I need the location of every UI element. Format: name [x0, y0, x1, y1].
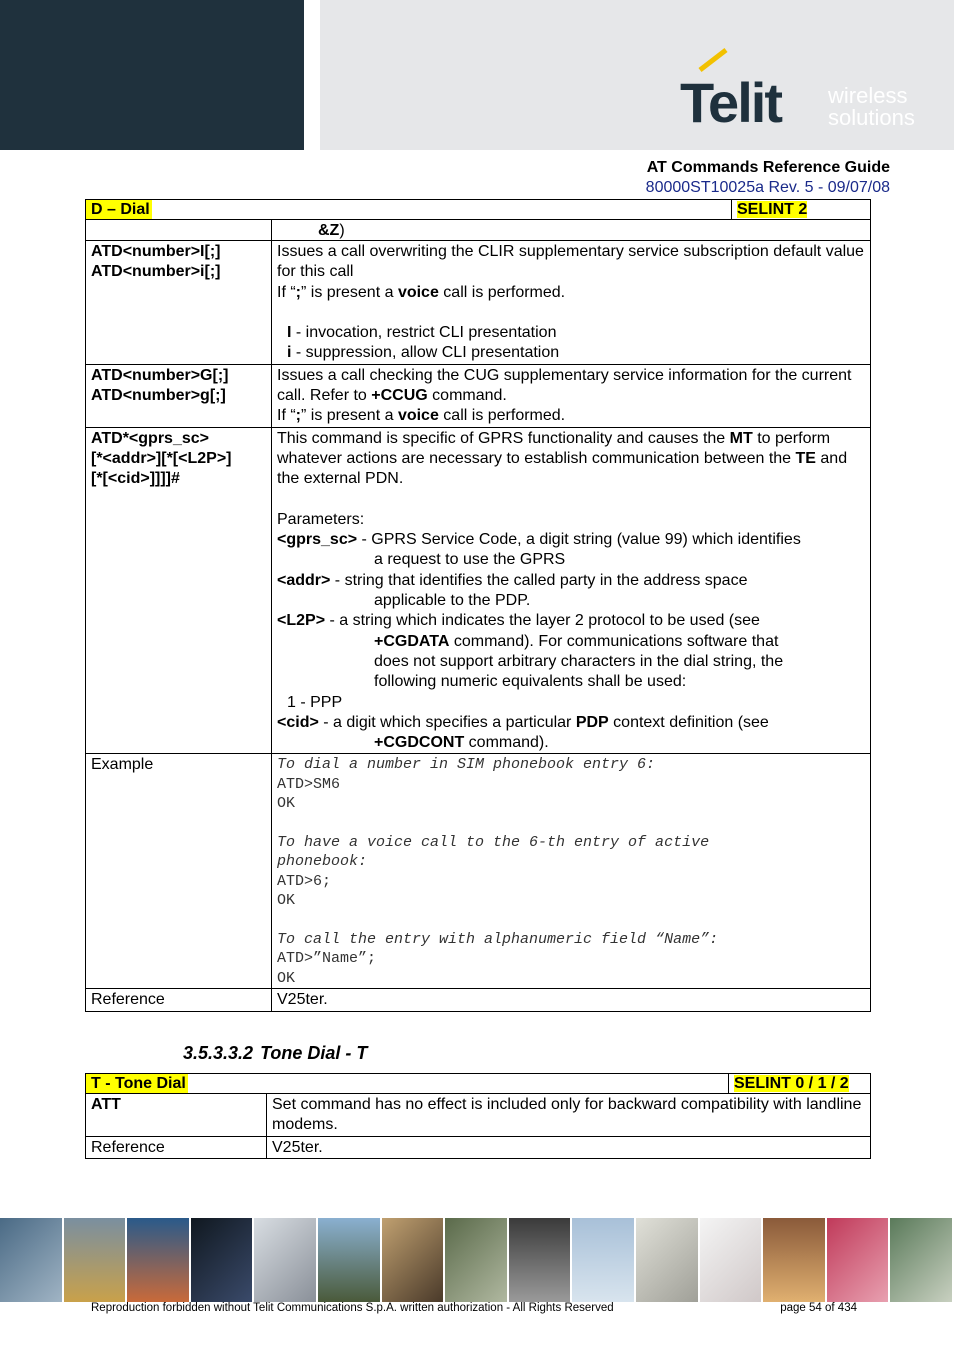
logo-tagline-1: wireless: [828, 83, 908, 108]
section-number: 3.5.3.3.2: [183, 1043, 254, 1063]
document-title-block: [646, 158, 890, 198]
table-row-gprs: ATD*<gprs_sc> [*<addr>][*[<L2P>] [*[<cid>]]]]# This command is specific of GPRS functionality and causes the MT to perform whatever actions are necessary to establish communication between the TE and the external PDN. Parameters: <gprs_sc> - GPRS Service Code, a digit string (value 99) which identifies a request to use the GPRS <addr> - string that identifies the called party in the address space applicable to the PDP. <L2P> - a string which indicates the layer 2 protocol to be used (see +CGDATA command). For communications software that does not support arbitrary characters in the dial string, the following numeric equivalents shall be used: 1 - PPP <cid> - a digit which specifies a particular PDP context definition (see +CGDCONT command).: [86, 427, 871, 754]
tone-dial-table: [85, 1073, 871, 1159]
table-row-cug: ATD<number>G[;] ATD<number>g[;] Issues a call checking the CUG supplementary service information for the current call. Refer to +CCUG command. If “;” is present a voice call is performed.: [86, 364, 871, 427]
page-number: page 54 of 434: [780, 1302, 857, 1314]
footer-photo-strip: [0, 1218, 954, 1302]
table-title: T - Tone Dial: [86, 1074, 188, 1093]
telit-logo: [680, 48, 930, 128]
table-title-row: [86, 200, 871, 220]
command-name: ATT: [91, 1096, 121, 1113]
table-row-clir: ATD<number>I[;] ATD<number>i[;] Issues a call overwriting the CLIR supplementary service subscription default value for this call If “;” is present a voice call is performed. I - invocation, restrict CLI presentation i - suppression, allow CLI presentation: [86, 241, 871, 365]
table-row-reference: Reference V25ter.: [86, 989, 871, 1011]
command-name: ATD<number>g[;]: [91, 387, 226, 405]
header-dark-panel: [0, 0, 304, 150]
section-heading: [183, 1043, 374, 1064]
table-title: D – Dial: [86, 200, 152, 219]
logo-tagline-2: solutions: [828, 105, 915, 128]
footer: [91, 1302, 861, 1314]
document-title: AT Commands Reference Guide: [646, 159, 890, 176]
selint-badge: SELINT 0 / 1 / 2: [734, 1075, 849, 1092]
dial-command-table: [85, 199, 871, 1012]
document-reference: 80000ST10025a Rev. 5 - 09/07/08: [645, 179, 890, 196]
selint-badge: SELINT 2: [737, 201, 808, 218]
command-name: ATD<number>i[;]: [91, 263, 221, 281]
command-name: ATD<number>G[;]: [91, 366, 229, 384]
table-row-example: Example To dial a number in SIM phonebook entry 6: ATD>SM6 OK To have a voice call to the 6-th entry of active phonebook: ATD>6; OK To call the entry with alphanumeric field “Name”: ATD>”Name”; OK: [86, 754, 871, 989]
section-title: Tone Dial - T: [260, 1043, 368, 1063]
logo-brand: Telit: [680, 71, 781, 128]
table-row: &Z): [86, 220, 871, 241]
command-name: ATD<number>I[;]: [91, 243, 221, 260]
table-row-att: ATT Set command has no effect is included only for backward compatibility with landline modems.: [86, 1094, 871, 1137]
copyright-notice: Reproduction forbidden without Telit Communications S.p.A. written authorization - All Rights Reserved: [91, 1302, 614, 1314]
table-title-row: [86, 1074, 871, 1094]
table-row-reference: Reference V25ter.: [86, 1136, 871, 1158]
